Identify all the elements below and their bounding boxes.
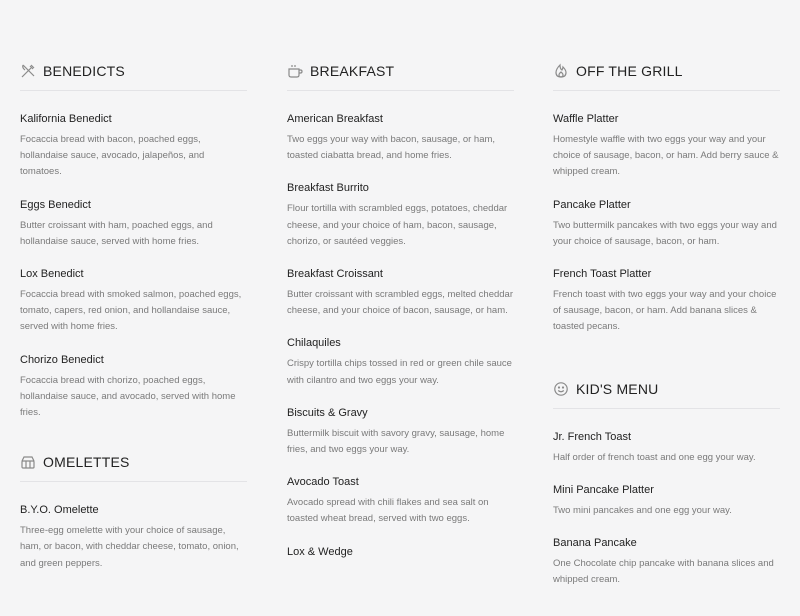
section-benedicts [20,58,247,421]
menu-item-description: Homestyle waffle with two eggs your way and your choice of sausage, bacon, or ham. Add berry sauce & whipped cream. [553,134,779,178]
menu-item-description: Flour tortilla with scrambled eggs, potatoes, cheddar cheese, and your choice of ham, bacon, sausage, chorizo, or sautéed veggies. [287,203,508,247]
section-title: OMELETTES [43,454,130,471]
coffee-cup-icon [287,63,303,79]
menu-item [287,267,514,319]
section-header [287,58,514,91]
item-list [553,430,780,589]
menu-item [553,267,780,336]
menu-item-name: Lox Benedict [20,268,84,281]
section-header [20,449,247,482]
fork-knife-icon [20,63,36,79]
menu-item-name: Banana Pancake [553,537,637,550]
menu-item-name: French Toast Platter [553,268,652,281]
section-breakfast [287,58,514,559]
menu-item-name: Breakfast Burrito [287,182,369,195]
menu-item-description: Half order of french toast and one egg your way. [553,451,756,463]
menu-item [287,181,514,250]
item-list [287,112,514,559]
menu-item [20,112,247,181]
menu-item-name: Eggs Benedict [20,198,91,211]
menu-item-description: Focaccia bread with chorizo, poached eggs, hollandaise sauce, and avocado, served with home fries. [20,374,236,419]
item-list [20,503,247,572]
menu-item-description: Butter croissant with scrambled eggs, melted cheddar cheese, and your choice of bacon, sausage, or ham. [287,289,513,317]
menu-item [553,430,780,466]
menu-column-right [553,58,780,616]
menu-item-name: Kalifornia Benedict [20,113,112,125]
egg-carton-icon [20,454,36,470]
menu-item [553,536,780,588]
menu-item [287,336,514,388]
menu-item [553,483,780,519]
menu-item-name: Chilaquiles [287,337,341,350]
menu-item [20,503,247,572]
item-list [20,112,247,421]
menu-item [287,545,514,559]
menu-item-name: Mini Pancake Platter [553,483,654,496]
menu-item-description: Two eggs your way with bacon, sausage, or ham, toasted ciabatta bread, and home fries. [287,134,496,162]
menu-item-description: Crispy tortilla chips tossed in red or green chile sauce with cilantro and two eggs your way. [287,358,512,386]
section-title: BENEDICTS [43,63,125,79]
menu-item-description: Butter croissant with ham, poached eggs, and hollandaise sauce, served with home fries. [20,219,213,247]
section-off-the-grill [553,58,780,336]
menu-item-name: Waffle Platter [553,113,619,125]
menu-item-description: Buttermilk biscuit with savory gravy, sausage, home fries, and two eggs your way. [287,427,505,456]
menu-column-left [20,58,247,600]
menu-item [553,198,780,250]
section-title: BREAKFAST [310,63,395,79]
section-header [20,58,247,91]
menu-item [287,406,514,458]
menu-item [20,267,247,336]
section-omelettes [20,449,247,572]
menu-item [20,198,247,250]
menu-item-name: Pancake Platter [553,198,631,211]
menu-item-description: Focaccia bread with bacon, poached eggs, hollandaise sauce, avocado, jalapeños, and tomatoes. [20,134,205,178]
menu-item-name: Biscuits & Gravy [287,406,368,419]
section-header [553,58,780,91]
menu-item-name: Breakfast Croissant [287,268,383,281]
section-title: KID'S MENU [576,380,659,397]
menu-item-description: Focaccia bread with smoked salmon, poached eggs, tomato, capers, red onion, and hollandaise sauce, served with home fries. [20,289,242,333]
menu-item-name: Lox & Wedge [287,545,353,558]
menu-item-name: Chorizo Benedict [20,353,104,366]
menu-item-description: Three-egg omelette with your choice of sausage, ham, or bacon, with cheddar cheese, tomato, onion, and green peppers. [20,525,239,569]
menu-item-description: Two mini pancakes and one egg your way. [553,504,732,516]
item-list [553,112,780,336]
menu-item-name: American Breakfast [287,113,383,125]
menu-item [20,353,247,422]
menu-item-name: Avocado Toast [287,476,359,489]
menu-item-description: French toast with two eggs your way and your choice of sausage, bacon, or ham. Add banana slices & toasted pecans. [553,289,777,333]
menu-item-name: B.Y.O. Omelette [20,504,99,517]
menu-item-description: Avocado spread with chili flakes and sea salt on toasted wheat bread, served with two eggs. [287,497,489,525]
menu-column-middle [287,58,514,587]
menu-item [553,112,780,181]
section-header [553,376,780,409]
menu-item [287,475,514,527]
section-title: OFF THE GRILL [576,63,683,79]
smiley-icon [553,381,569,397]
menu-item [287,112,514,164]
flame-icon [553,63,569,79]
menu-item-description: One Chocolate chip pancake with banana slices and whipped cream. [553,558,774,586]
section-kids-menu [553,376,780,589]
menu-item-description: Two buttermilk pancakes with two eggs your way and your choice of sausage, bacon, or ham. [553,219,777,247]
menu-item-name: Jr. French Toast [553,430,632,443]
